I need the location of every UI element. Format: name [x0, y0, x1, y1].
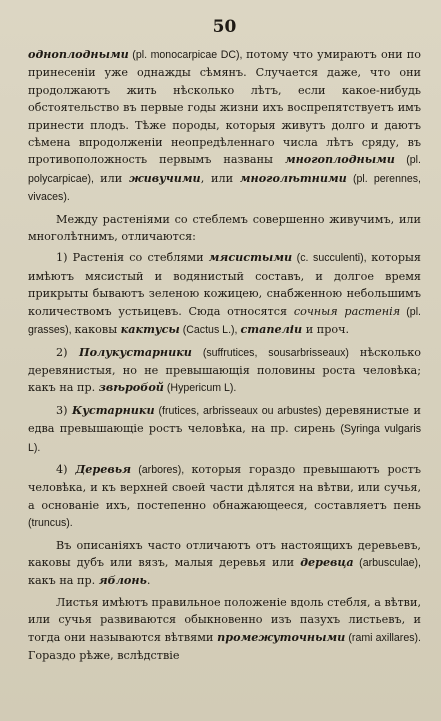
- text-run: 4): [56, 462, 76, 476]
- text-run: 2): [56, 345, 80, 359]
- latin-name: (rami axillares).: [345, 631, 421, 644]
- emphasized-term: Кустарники: [72, 402, 155, 417]
- latin-name: (pl. perennes, vivaces).: [28, 172, 421, 204]
- page-body: [28, 46, 421, 664]
- latin-name: (c. succulenti),: [292, 252, 372, 265]
- latin-name: (Syringa vulgaris L).: [28, 423, 421, 454]
- paragraph-5: [28, 402, 421, 457]
- emphasized-term: Полукустарники: [79, 344, 192, 359]
- paragraph-3: [28, 249, 421, 339]
- emphasized-term: мясистыми: [208, 250, 293, 265]
- text-run: Въ описаніяхъ часто отличаютъ отъ настоящихъ деревьевъ, каковы дубъ или вязъ, малыя деревья или: [28, 538, 421, 569]
- text-run: нѣсколько деревянистыя, но не превышающія половины роста человѣка; какъ на пр.: [28, 345, 421, 395]
- paragraph-4: [28, 344, 421, 398]
- emphasized-term: яблонь: [98, 573, 147, 588]
- latin-name: (Hypericum L).: [163, 382, 237, 395]
- text-run: которыя имѣютъ мясистый и водянистый составъ, и долгое время прикрыты бываютъ зеленою кожицею, снабженною небольшимъ количествомъ устьицевъ. Сюда относятся: [28, 251, 421, 318]
- emphasized-term: Деревья: [75, 461, 131, 476]
- text-run: какъ на пр.: [28, 574, 99, 588]
- text-run: каковы: [74, 323, 121, 337]
- text-run: деревянистые и едва превышающіе ростъ человѣка, на пр. сирень: [28, 403, 421, 436]
- page-number: 50: [212, 17, 237, 37]
- emphasized-term: звѣробой: [98, 380, 164, 395]
- emphasized-term: стапеліи: [240, 322, 303, 337]
- text-run: которыя гораздо превышаютъ ростъ человѣка, и къ верхней своей части дѣлятся на вѣтви, или сучья, а основаніе ихъ, постепенно обнажающееся, составляетъ пень: [28, 462, 421, 512]
- text-run: Листья имѣютъ правильное положеніе вдоль стебля, а вѣтви, или сучья развиваются обыкновенно изъ пазухъ листьевъ, и тогда они называются вѣтвями: [28, 595, 421, 644]
- text-run: потому что умираютъ они по принесеніи уже однажды сѣмянъ. Случается даже, что они продолжаютъ жить нѣсколько лѣтъ, если какое-нибудь обстоятельство въ первые годы жизни ихъ воспрепятствуетъ имъ принести плодъ. Тѣже породы, которыя живутъ долго и даютъ сѣмена впродолженіи неопредѣленнаго числа лѣтъ сряду, въ противоположность первымъ названы: [28, 48, 421, 167]
- paragraph-6: [28, 461, 421, 533]
- emphasized-term: многолѣтними: [239, 170, 347, 185]
- latin-name: (pl. grasses),: [28, 305, 421, 337]
- text-run: , или: [200, 171, 240, 185]
- text-run: Между растеніями со стеблемъ совершенно живучимъ, или многолѣтнимъ, отличаются:: [28, 212, 421, 244]
- latin-name: (pl. monocarpicae DC),: [128, 49, 247, 61]
- emphasized-term: однoплодными: [28, 47, 129, 61]
- latin-name: (arbusculae),: [353, 556, 421, 569]
- emphasized-term: промежуточными: [217, 629, 346, 644]
- latin-name: (Cactus L.),: [179, 324, 241, 337]
- text-run: и проч.: [302, 323, 350, 337]
- text-run: 3): [56, 403, 73, 417]
- text-run: Гораздо рѣже, вслѣдствіе: [28, 649, 180, 662]
- latin-name: (frutices, arbrisseaux ou arbustes): [154, 404, 326, 417]
- paragraph-1: [28, 46, 421, 207]
- paragraph-8: [28, 594, 421, 665]
- emphasized-term: живучими: [129, 170, 201, 185]
- text-run: 1) Растенія со стеблями: [56, 251, 209, 265]
- paragraph-7: [28, 537, 421, 590]
- emphasized-term: кактусы: [120, 322, 180, 337]
- latin-name: (suffrutices, sousarbrisseaux): [191, 346, 360, 359]
- emphasized-term: деревца: [300, 554, 354, 569]
- italic-term: сочныя растенія: [293, 304, 401, 318]
- emphasized-term: многоплодными: [284, 152, 395, 167]
- text-run: .: [146, 574, 151, 588]
- text-run: или: [100, 171, 129, 185]
- paragraph-2: [28, 211, 421, 246]
- latin-name: (pl. polycarpicae),: [28, 154, 421, 185]
- latin-name: (arbores),: [131, 463, 192, 476]
- latin-name: (truncus).: [28, 517, 73, 530]
